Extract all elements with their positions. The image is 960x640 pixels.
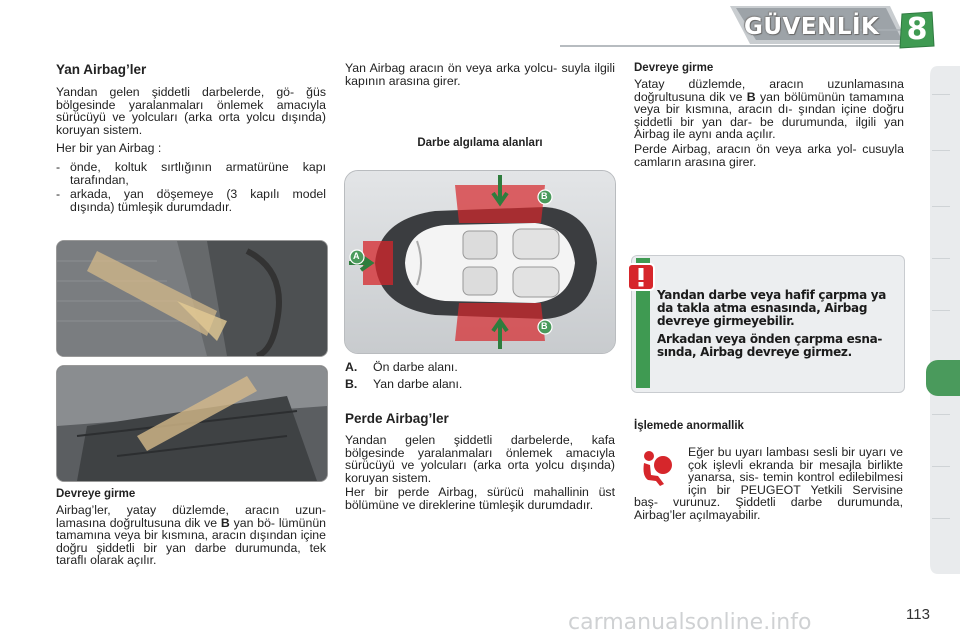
tab-divider — [932, 150, 950, 151]
rear-airbag-photo — [56, 365, 328, 482]
legend-item: B. Yan darbe alanı. — [345, 376, 463, 391]
zone-a-label: A — [353, 251, 360, 261]
middle-column — [345, 62, 615, 87]
warning-text-2: Arkadan veya önden çarpma esna- sında, Airbag devreye girmez. — [657, 332, 883, 359]
side-airbag-each: Her bir yan Airbag : — [56, 141, 162, 156]
tab-divider — [932, 518, 950, 519]
deploy-heading: Devreye girme — [634, 62, 714, 74]
deploy-text: Airbag’ler, yatay düzlemde, aracın uzun- lamasına doğrultusuna dik ve B yan bö- lümünün tamamına veya bir kısmına, aracın dışından içine doğru şiddetli bir yan darbe durumunda, tek taraflı olarak açılır. — [56, 503, 326, 568]
tab-active-chapter[interactable] — [926, 360, 960, 396]
warning-text-1: Yandan darbe veya hafif çarpma ya da takla atma esnasında, Airbag devreye girmeyebilir. — [657, 288, 887, 328]
tab-divider — [932, 310, 950, 311]
icon-spacer — [634, 446, 688, 486]
side-airbag-intro: Yandan gelen şiddetli darbelerde, gö- ğüs bölgesinde yaralanmaları önlemek amacıyla sürücüyü ve yolcuları (arka orta yolcu dışında) koruyan sistem. — [56, 85, 326, 137]
tab-divider — [932, 258, 950, 259]
right-column — [634, 62, 904, 168]
section-title-curtain-airbags: Perde Airbag’ler — [345, 411, 449, 426]
diagram-legend — [345, 361, 615, 390]
zone-b-label: B — [541, 321, 548, 331]
curtain-deploy-text: Yatay düzlemde, aracın uzunlamasına doğrultusuna dik ve B yan bölümünün tamamına veya bir kısmına, aracın dı- şından içine doğru şiddetli bir yan dar- be durumunda, ilgili yan Airbag ile aynı anda açılır. — [634, 77, 904, 142]
watermark: carmanualsonline.info — [568, 610, 812, 635]
tab-divider — [932, 466, 950, 467]
chapter-number: 8 — [906, 12, 928, 47]
tab-divider — [932, 414, 950, 415]
zone-b-label: B — [541, 191, 548, 201]
impact-zones-diagram — [344, 170, 616, 354]
tab-divider — [932, 94, 950, 95]
deploy-heading: Devreye girme — [56, 488, 136, 500]
tab-divider — [932, 206, 950, 207]
left-deploy-section — [56, 488, 326, 567]
page-number: 113 — [906, 606, 930, 623]
list-item: - önde, koltuk sırtlığının armatürüne kapı tarafından, — [56, 159, 326, 187]
list-item: - arkada, yan döşemeye (3 kapılı model dışında) tümleşik durumdadır. — [56, 187, 326, 214]
warning-icon — [626, 262, 656, 292]
curtain-airbag-intro: Yandan gelen şiddetli darbelerde, kafa bölgesinde yaralanmaları önlemek amacıyla sürücüyü ve yolcuları (arka orta yolcu dışında) koruyan sistem. — [345, 433, 615, 485]
curtain-airbag-position: Her bir perde Airbag, sürücü mahallinin üst bölümüne ve direklerine tümleşik durumdadır. — [345, 485, 615, 512]
curtain-deploy-position: Perde Airbag, aracın ön veya arka yol- cusuyla camların arasına girer. — [634, 141, 904, 169]
legend-item: A. Ön darbe alanı. — [345, 360, 458, 374]
chapter-title: GÜVENLİK — [744, 14, 880, 40]
curtain-airbag-section — [345, 411, 615, 512]
anomaly-text-block: Eğer bu uyarı lambası sesli bir uyarı ve çok işlevli ekranda bir mesajla birlikte yanarsa, sis- temin kontrol edilebilmesi için bir PEUGEOT Yetkili Servisine baş- vurunuz. Şiddetli darbe durumunda, Airbag’ler açılmayabilir. — [634, 445, 903, 522]
seat-airbag-photo — [56, 240, 328, 357]
anomaly-heading: İşlemede anormallik — [634, 420, 744, 432]
chapter-tabs — [928, 66, 960, 574]
section-title-side-airbags: Yan Airbag’ler — [56, 62, 147, 77]
side-airbag-position: Yan Airbag aracın ön veya arka yolcu- suyla ilgili kapının arasına girer. — [345, 61, 615, 88]
left-column — [56, 62, 326, 213]
diagram-title: Darbe algılama alanları — [417, 137, 543, 149]
